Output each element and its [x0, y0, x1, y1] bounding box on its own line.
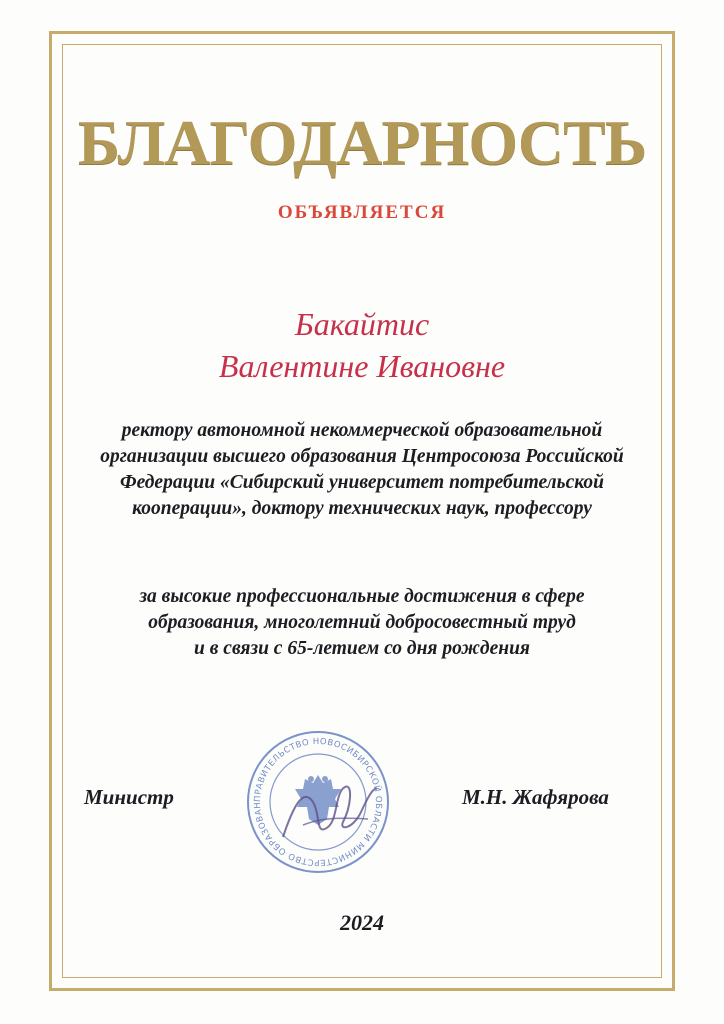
- reason-line: за высокие профессиональные достижения в сфере: [139, 586, 585, 607]
- reason-line: образования, многолетний добросовестный труд: [148, 612, 576, 633]
- award-reason: [60, 584, 664, 662]
- certificate-title: БЛАГОДАРНОСТЬ: [77, 107, 647, 178]
- signatory-name: М.Н. Жафярова: [462, 785, 609, 809]
- official-seal: [243, 727, 393, 877]
- signatory-title: Министр: [84, 785, 174, 809]
- position-line: Федерации «Сибирский университет потребительской: [120, 472, 604, 493]
- recipient-surname: Бакайтис: [294, 306, 430, 342]
- signature-icon: [273, 767, 383, 857]
- reason-line: и в связи с 65-летием со дня рождения: [194, 638, 530, 659]
- seal-text: ПРАВИТЕЛЬСТВО НОВОСИБИРСКОЙ ОБЛАСТИ МИНИСТЕРСТВО ОБРАЗОВАН: [252, 736, 384, 868]
- position-line: ректору автономной некоммерческой образовательной: [121, 420, 603, 441]
- announcement: ОБЪЯВЛЯЕТСЯ: [277, 202, 447, 223]
- certificate-year: 2024: [340, 910, 384, 935]
- recipient-position: [60, 418, 664, 522]
- recipient-given-names: Валентине Ивановне: [218, 348, 506, 384]
- position-line: кооперации», доктору технических наук, профессору: [132, 498, 592, 519]
- position-line: организации высшего образования Центросоюза Российской: [100, 446, 624, 467]
